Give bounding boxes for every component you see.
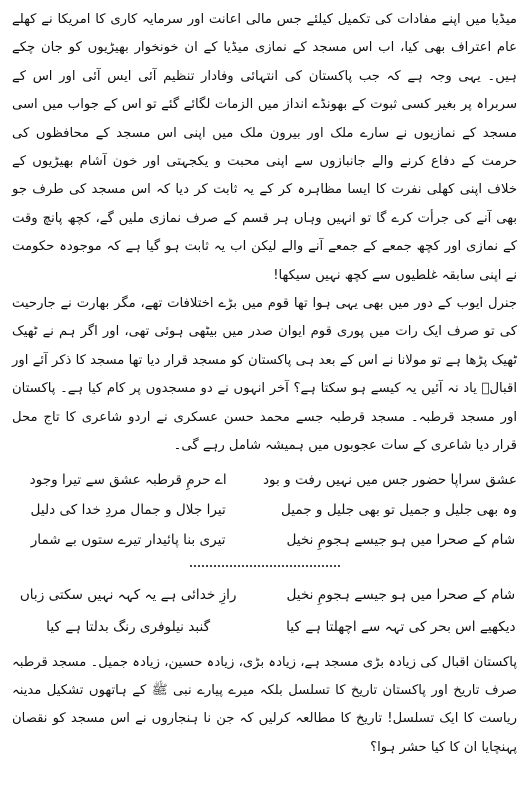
poem-line-right: تیری بنا پائیدار تیرے ستوں بے شمار (30, 531, 226, 548)
paragraph-pakistan-mosque: پاکستان اقبال کی زیادہ بڑی مسجد ہے، زیادہ بڑی، زیادہ حسین، زیادہ جمیل۔ مسجد قرطبہ صرف تاریخ اور پاکستان تاریخ کا تسلسل بلکہ میرے پیارے نبی ﷺ کے ہاتھوں تشکیل مدینہ ریاست کا ایک تسلسل! تاریخ کا مطالعہ کرلیں کہ جن نا ہنجاروں نے اس مسجد کو نقصان پہنچایا ان کا کیا حشر ہوا؟ (12, 654, 517, 755)
poem-couplet (12, 495, 517, 525)
poem-couplet (12, 525, 517, 555)
poem-line-left: شام کے صحرا میں ہو جیسے ہجومِ نخیل (286, 586, 516, 603)
poem-line-right: تیرا جلال و جمال مردِ خدا کی دلیل (30, 501, 226, 518)
poem-line-left: دیکھیے اس بحر کی تہہ سے اچھلتا ہے کیا (286, 618, 516, 635)
poem-line-right: گنبد نیلوفری رنگ بدلتا ہے کیا (46, 618, 211, 635)
poem-stanza-1 (12, 465, 517, 555)
poem-couplet (12, 579, 517, 611)
dotted-divider (190, 565, 340, 567)
paragraph-media: میڈیا میں اپنے مفادات کی تکمیل کیلئے جس مالی اعانت اور سرمایہ کاری کا امریکا نے کھلے عام اعتراف بھی کیا، اب اس مسجد کے نمازی میڈیا کے ان خونخوار بھیڑیوں کو جان چکے ہیں۔ یہی وجہ ہے کہ جب پاکستان کی انتہائی وفادار تنظیم آئی ایس آئی اور اس کے سربراہ پر بغیر کسی ثبوت کے بھونڈے انداز میں الزمات لگائے گئے تو اس کے جواب میں اسی مسجد کے نمازیوں نے سارے ملک اور بیرون ملک میں اپنی اس مسجد کے محافظوں کی حرمت کے دفاع کرنے والے جانبازوں سے اپنی محبت و یکجہتی اور خون آشام بھیڑیوں کے خلاف اپنی کھلی نفرت کا ایسا مظاہرہ کر کے یہ ثابت کر دیا کہ اس مسجد کی طرف جو بھی آنے کی جرأت کرے گا تو انہیں وہاں ہر قسم کے صرف نمازی ملیں گے، کچھ پانچ وقت کے نمازی اور کچھ جمعے کے جمعے آنے والے لیکن اب یہ ثابت ہو گیا ہے کہ موجودہ حکومت نے اپنی سابقہ غلطیوں سے کچھ نہیں سیکھا! (12, 12, 517, 283)
poem-line-left: عشق سراپا حضور جس میں نہیں رفت و بود (262, 471, 517, 488)
poem-line-left: شام کے صحرا میں ہو جیسے ہجومِ نخیل (286, 531, 516, 548)
paragraph-ayub-era: جنرل ایوب کے دور میں بھی یہی ہوا تھا قوم میں بڑے اختلافات تھے، مگر بھارت نے جارحیت کی تو صرف ایک رات میں پوری قوم ایوان صدر میں بیٹھی ہوئی تھی، اور اگر ہم نے ٹھیک ٹھیک پڑھا ہے تو مولانا نے اس کے بعد ہی پاکستان کو مسجد قرار دیا تھا مسجد کا ذکر آئے اور اقبالؒ یاد نہ آئیں یہ کیسے ہو سکتا ہے؟ آخر انہوں نے دو مسجدوں پر کام کیا ہے۔ پاکستان اور مسجد قرطبہ۔ مسجد قرطبہ جسے محمد حسن عسکری نے اردو شاعری کا تاج محل قرار دیا شاعری کے سات عجوبوں میں ہمیشہ شامل رہے گی۔ (12, 296, 517, 454)
poem-line-left: وہ بھی جلیل و جمیل تو بھی جلیل و جمیل (280, 501, 517, 518)
poem-line-right: رازِ خدائی ہے یہ کہہ نہیں سکتی زباں (19, 586, 237, 603)
poem-couplet (12, 465, 517, 495)
poem-couplet (12, 611, 517, 643)
poem-stanza-2 (12, 579, 517, 643)
poem-line-right: اے حرمِ قرطبہ عشق سے تیرا وجود (29, 471, 227, 488)
